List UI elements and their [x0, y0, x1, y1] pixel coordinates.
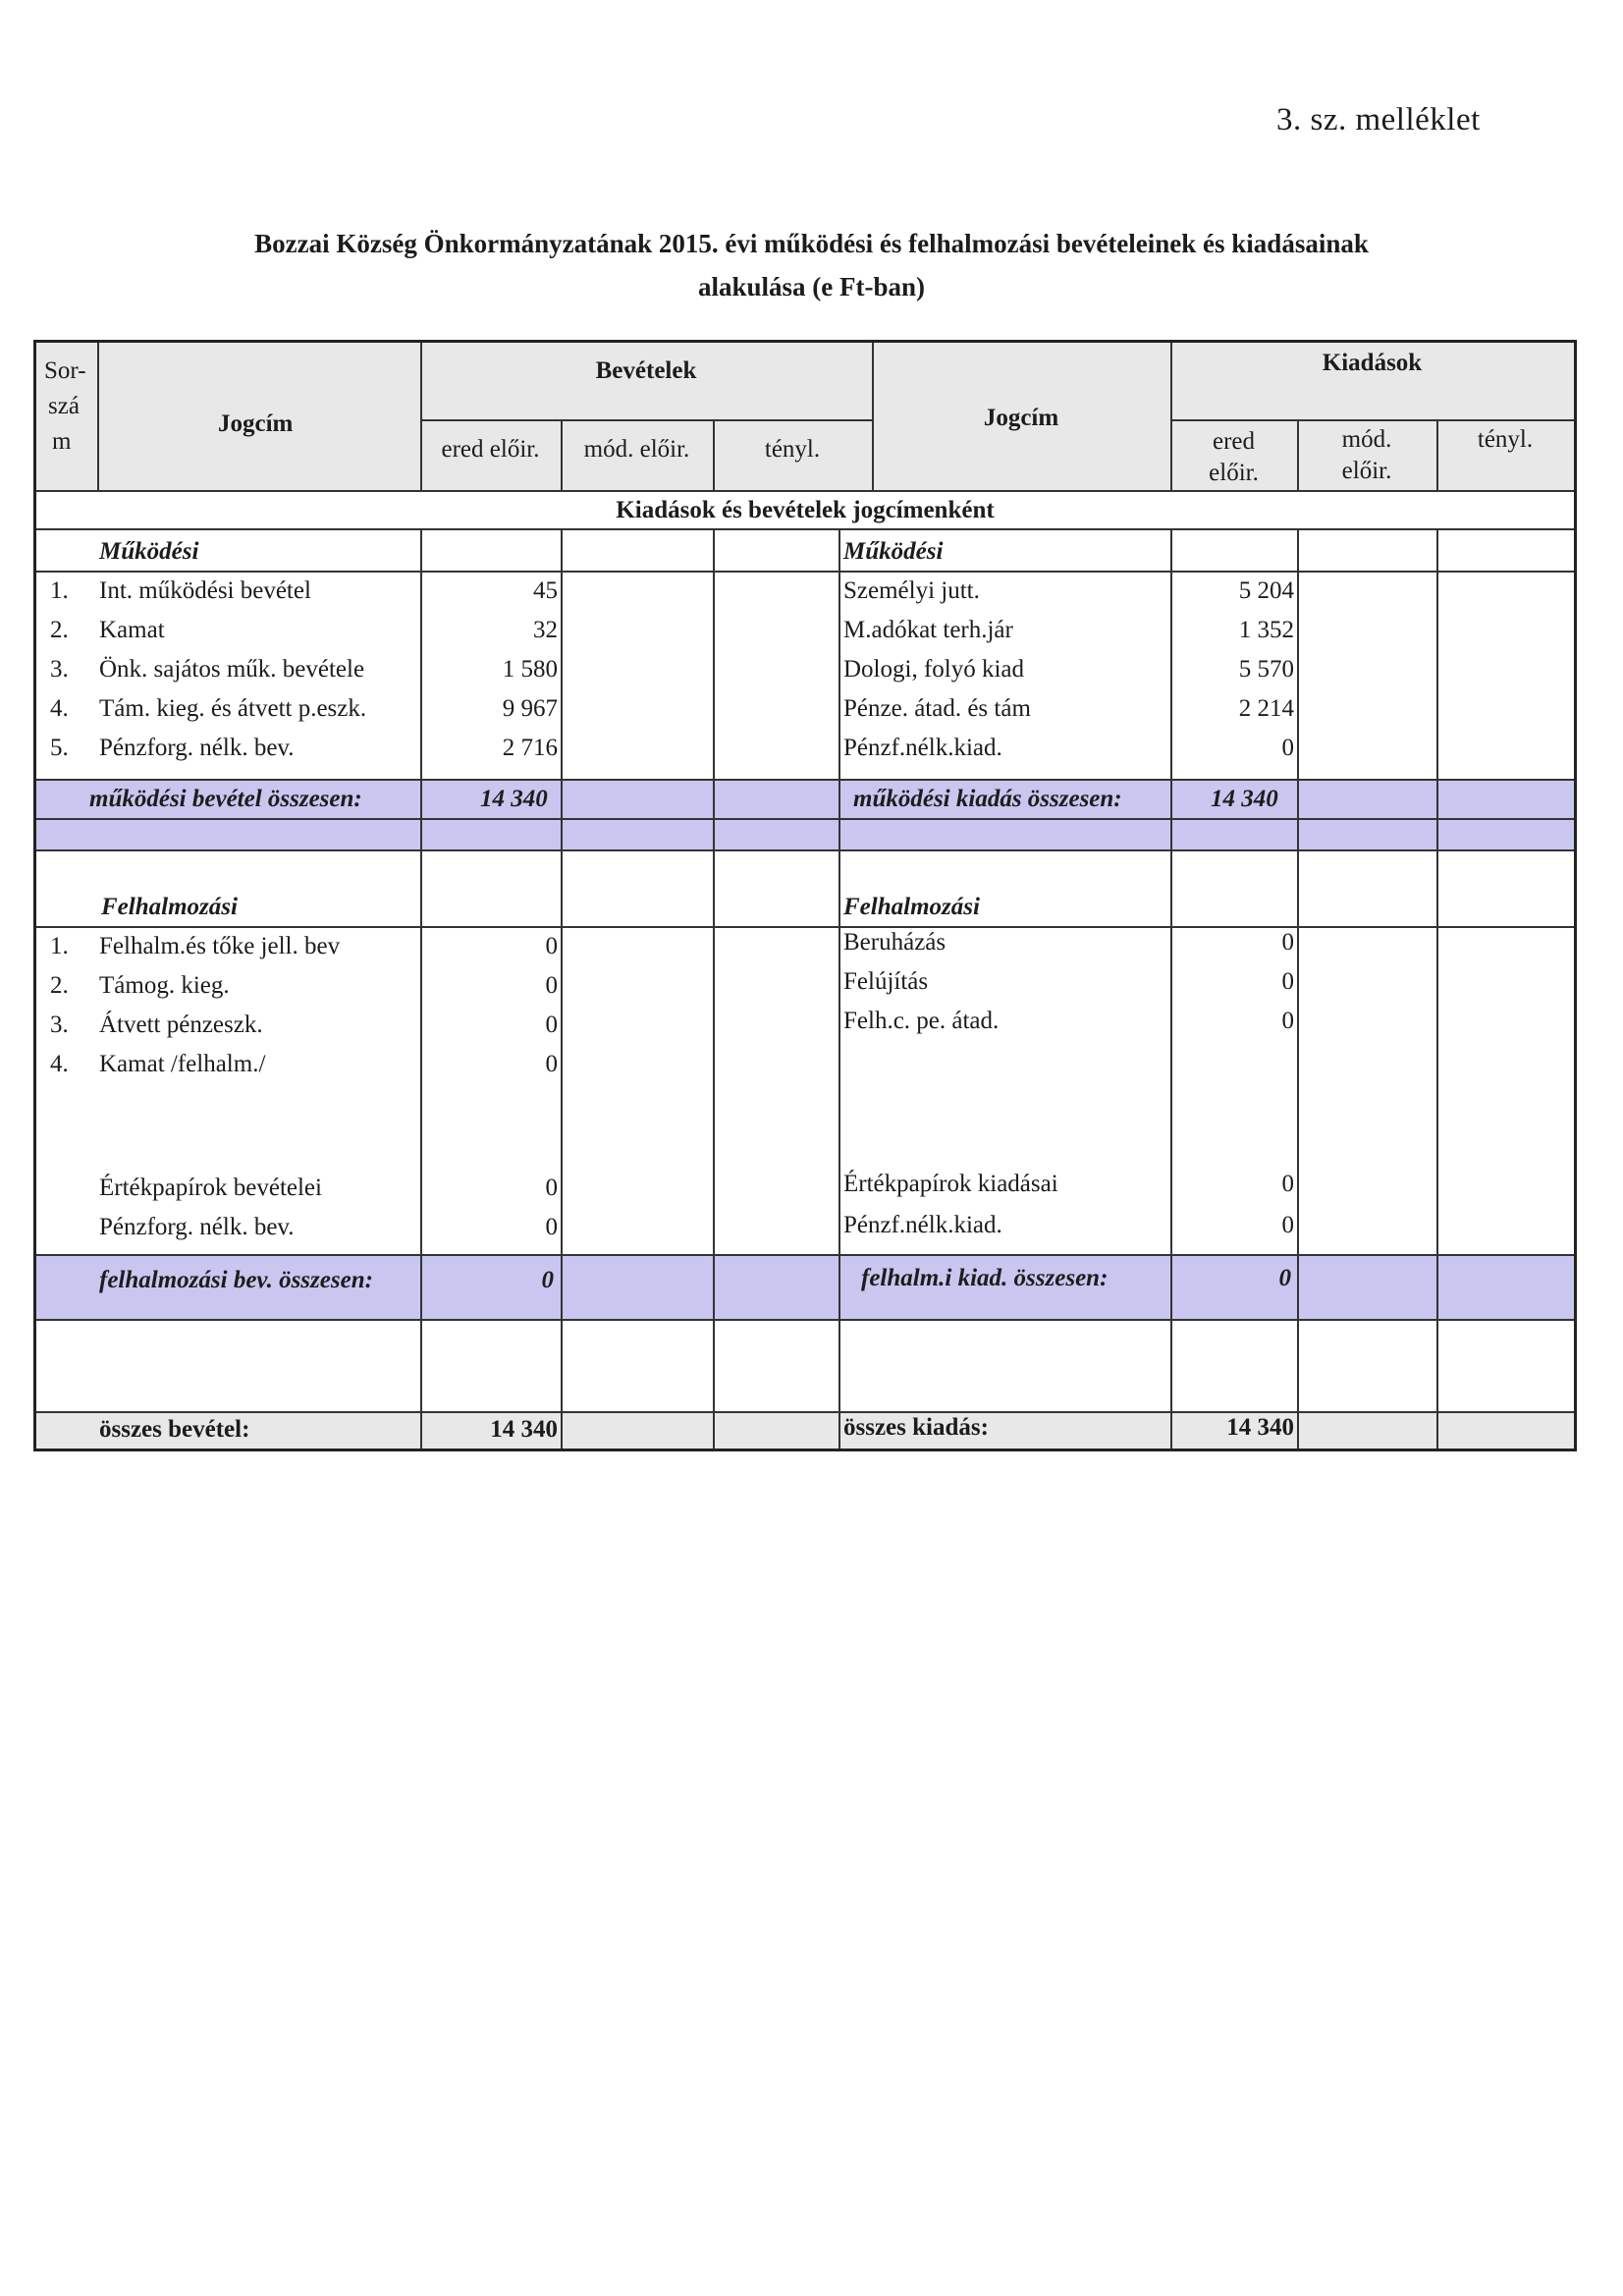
row-label: Felh.c. pe. átad. — [843, 1008, 1000, 1034]
title-line-1: Bozzai Község Önkormányzatának 2015. évi működési és felhalmozási bevételeinek és kiadásainak — [254, 229, 1369, 258]
row-num: 3. — [50, 1011, 69, 1038]
row-value: 0 — [1281, 735, 1294, 761]
row-value: 0 — [1281, 968, 1294, 995]
row-label: Támog. kieg. — [99, 972, 230, 999]
header-tenyl-right: tényl. — [1477, 426, 1534, 453]
felhalm-expense-total-label: felhalm.i kiad. összesen: — [861, 1265, 1109, 1291]
row-value: 0 — [545, 972, 558, 999]
document-title — [0, 222, 1623, 308]
rule-empty-row-bottom — [36, 1411, 1574, 1413]
mukodesi-income-total-value: 14 340 — [480, 786, 548, 812]
felhalm-right-heading: Felhalmozási — [843, 894, 980, 920]
row-label: Pénzf.nélk.kiad. — [843, 1212, 1002, 1238]
vrule-body-c — [713, 528, 715, 1449]
mukodesi-expense-total-label: működési kiadás összesen: — [853, 786, 1122, 812]
row-label: Int. működési bevétel — [99, 577, 311, 604]
row-label: Értékpapírok bevételei — [99, 1175, 322, 1201]
row-value: 0 — [545, 1051, 558, 1077]
header-ered-right-1: ered — [1212, 428, 1256, 455]
row-label: Önk. sajátos műk. bevétele — [99, 656, 365, 683]
mukodesi-expense-total-value: 14 340 — [1211, 786, 1278, 812]
vrule-body-d — [839, 528, 840, 1449]
header-ered-eloir-left: ered előir. — [441, 436, 540, 463]
header-sorszam-1: Sor- — [44, 357, 86, 384]
row-value: 5 570 — [1238, 656, 1294, 683]
row-value: 9 967 — [502, 695, 558, 722]
grand-total-shade — [36, 1411, 1574, 1449]
row-label: Kamat /felhalm./ — [99, 1051, 266, 1077]
rule-felhalm-heading — [36, 926, 1574, 928]
row-label: M.adókat terh.jár — [843, 617, 1013, 643]
row-value: 0 — [1281, 1212, 1294, 1238]
title-line-2: alakulása (e Ft-ban) — [697, 272, 926, 301]
annex-label: 3. sz. melléklet — [1276, 102, 1481, 137]
row-num: 5. — [50, 735, 69, 761]
rule-header-bottom — [36, 490, 1574, 492]
row-value: 1 580 — [502, 656, 558, 683]
rule-mukodesi-total-mid — [36, 818, 1574, 820]
grand-income-value: 14 340 — [490, 1416, 558, 1443]
felhalm-expense-total-value: 0 — [1278, 1265, 1291, 1291]
header-sorszam-3: m — [52, 428, 72, 455]
row-value: 45 — [533, 577, 558, 604]
header-bevetelek: Bevételek — [595, 357, 697, 384]
felhalm-income-total-label: felhalmozási bev. összesen: — [99, 1267, 373, 1293]
header-mod-eloir-left: mód. előir. — [583, 436, 690, 463]
felhalm-left-heading: Felhalmozási — [101, 894, 238, 920]
grand-expense-value: 14 340 — [1226, 1414, 1294, 1441]
budget-table — [33, 340, 1577, 1451]
row-value: 0 — [1281, 1008, 1294, 1034]
row-label: Pénzf.nélk.kiad. — [843, 735, 1002, 761]
felhalm-income-total-value: 0 — [541, 1267, 554, 1293]
vrule-body-f — [1297, 528, 1299, 1449]
mukodesi-left-heading: Működési — [99, 538, 199, 565]
row-num: 2. — [50, 617, 69, 643]
rule-header-sub-right — [1170, 419, 1574, 421]
row-value: 2 214 — [1238, 695, 1294, 722]
row-label: Kamat — [99, 617, 165, 643]
rule-felhalm-total-bottom — [36, 1319, 1574, 1321]
row-value: 32 — [533, 617, 558, 643]
row-value: 0 — [1281, 929, 1294, 956]
mukodesi-right-heading: Működési — [843, 538, 944, 565]
row-value: 2 716 — [502, 735, 558, 761]
header-kiadasok: Kiadások — [1322, 350, 1423, 376]
header-jogcim-right: Jogcím — [983, 405, 1059, 431]
rule-mukodesi-total-top — [36, 779, 1574, 781]
vrule-sorszam — [97, 343, 99, 490]
grand-income-label: összes bevétel: — [99, 1416, 250, 1443]
rule-mukodesi-total-bottom — [36, 849, 1574, 851]
header-sorszam-2: szá — [48, 393, 80, 419]
row-num: 1. — [50, 577, 69, 604]
section-banner: Kiadások és bevételek jogcímenként — [616, 497, 995, 523]
row-label: Felhalm.és tőke jell. bev — [99, 933, 341, 959]
row-value: 0 — [545, 1214, 558, 1240]
row-label: Tám. kieg. és átvett p.eszk. — [99, 695, 367, 722]
row-label: Pénze. átad. és tám — [843, 695, 1031, 722]
rule-mukodesi-heading — [36, 571, 1574, 573]
row-value: 1 352 — [1238, 617, 1294, 643]
row-value: 5 204 — [1238, 577, 1294, 604]
row-value: 0 — [545, 1011, 558, 1038]
row-label: Pénzforg. nélk. bev. — [99, 1214, 295, 1240]
row-num: 3. — [50, 656, 69, 683]
grand-expense-label: összes kiadás: — [843, 1414, 989, 1441]
row-label: Értékpapírok kiadásai — [843, 1171, 1058, 1197]
row-value: 0 — [1281, 1171, 1294, 1197]
row-num: 2. — [50, 972, 69, 999]
row-value: 0 — [545, 1175, 558, 1201]
row-num: 4. — [50, 695, 69, 722]
row-label: Dologi, folyó kiad — [843, 656, 1025, 683]
row-label: Személyi jutt. — [843, 577, 980, 604]
row-label: Átvett pénzeszk. — [99, 1011, 263, 1038]
row-num: 1. — [50, 933, 69, 959]
header-tenyl-left: tényl. — [764, 436, 821, 463]
vrule-body-g — [1436, 528, 1438, 1449]
row-num: 4. — [50, 1051, 69, 1077]
rule-felhalm-total-top — [36, 1254, 1574, 1256]
vrule-body-b — [561, 528, 563, 1449]
header-jogcim-left: Jogcím — [218, 410, 294, 437]
row-label: Felújítás — [843, 968, 929, 995]
header-mod-right-1: mód. — [1341, 426, 1392, 453]
header-ered-right-2: előir. — [1209, 460, 1259, 486]
mukodesi-income-total-label: működési bevétel összesen: — [89, 786, 362, 812]
header-mod-right-2: előir. — [1341, 458, 1392, 484]
row-value: 0 — [545, 933, 558, 959]
row-label: Pénzforg. nélk. bev. — [99, 735, 295, 761]
rule-banner-bottom — [36, 528, 1574, 530]
row-label: Beruházás — [843, 929, 947, 956]
rule-header-sub-left — [420, 419, 872, 421]
